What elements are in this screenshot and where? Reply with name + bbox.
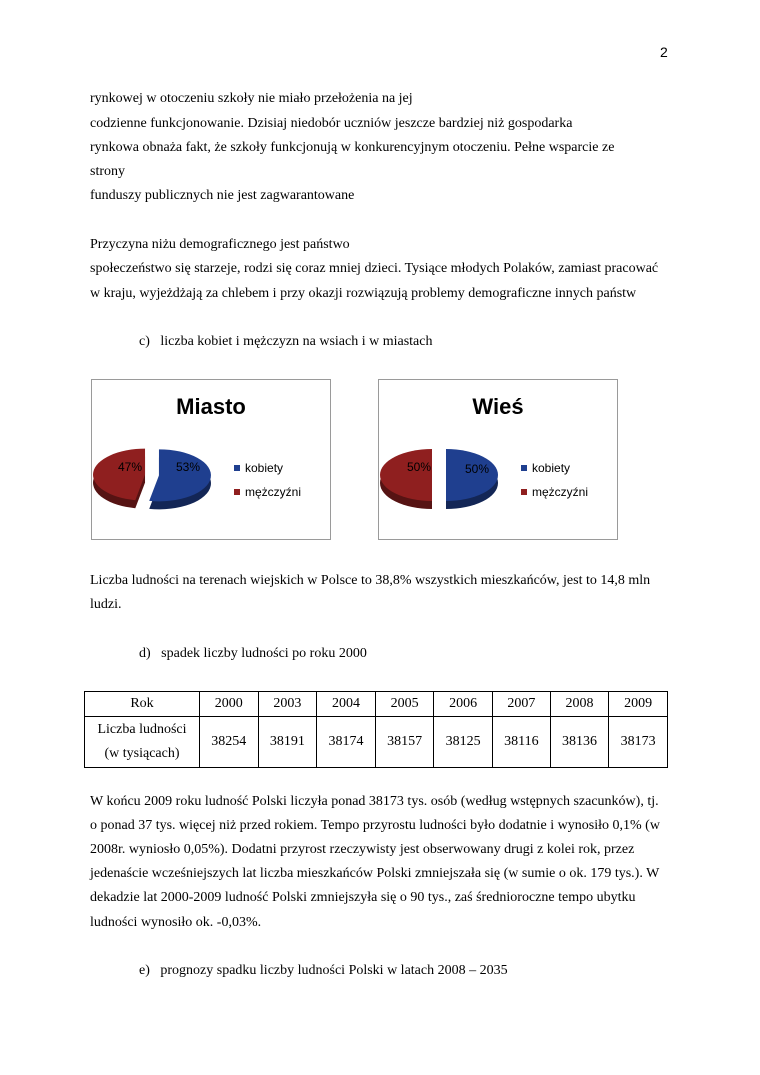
table-header-cell: 2009 [609, 692, 668, 717]
text-line: rynkowej w otoczeniu szkoły nie miało przełożenia na jej [90, 91, 413, 106]
chart-legend [234, 456, 301, 504]
table-header-cell: 2007 [492, 692, 550, 717]
table-header-cell: 2008 [550, 692, 609, 717]
text-line: jedenaście wcześniejszych lat liczba mieszkańców Polski zmniejszała się (w sumie o ok. 179 tys.). W [90, 866, 660, 881]
table-header-cell: 2004 [317, 692, 376, 717]
legend-swatch-mezczyzni [521, 489, 527, 495]
table-cell: 38174 [317, 717, 376, 768]
text-line: strony [90, 164, 125, 179]
legend-label: kobiety [245, 461, 284, 475]
slice-label-mezczyzni: 47% [118, 460, 143, 474]
table-cell: 38116 [492, 717, 550, 768]
legend-label: kobiety [532, 461, 571, 475]
chart-title: Wieś [472, 394, 524, 419]
table-cell: 38136 [550, 717, 609, 768]
legend-item [521, 480, 588, 504]
table-header-cell: 2005 [375, 692, 434, 717]
population-table [84, 691, 668, 768]
table-cell: 38191 [258, 717, 317, 768]
table-header-cell: 2000 [200, 692, 259, 717]
legend-item [234, 456, 301, 480]
legend-item [234, 480, 301, 504]
row-label-line: (w tysiącach) [104, 746, 180, 761]
table-cell: 38157 [375, 717, 434, 768]
text-line: Liczba ludności na terenach wiejskich w Polsce to 38,8% wszystkich mieszkańców, jest to 14,8 mln [90, 573, 651, 588]
slice-label-kobiety: 53% [176, 460, 201, 474]
table-header-cell: 2003 [258, 692, 317, 717]
legend-label: mężczyźni [245, 485, 302, 499]
slice-label-kobiety: 50% [465, 462, 490, 476]
legend-swatch-mezczyzni [234, 489, 240, 495]
legend-item [521, 456, 588, 480]
text-line: funduszy publicznych nie jest zagwarantowane [90, 188, 355, 203]
section-heading-d: d) spadek liczby ludności po roku 2000 [139, 646, 367, 661]
legend-swatch-kobiety [234, 465, 240, 471]
text-line: społeczeństwo się starzeje, rodzi się coraz mniej dzieci. Tysiące młodych Polaków, zamiast pracować [90, 261, 659, 276]
chart-title: Miasto [176, 394, 246, 419]
table-header-row [85, 692, 668, 717]
pie-chart-miasto [91, 379, 331, 540]
page-number: 2 [660, 44, 668, 60]
text-line: dekadzie lat 2000-2009 ludność Polski zmniejszyła się o 90 tys., zaś średnioroczne tempo ubytku [90, 890, 636, 905]
table-cell: 38125 [434, 717, 493, 768]
text-line: Przyczyna niżu demograficznego jest państwo [90, 237, 350, 252]
table-header-cell: Rok [85, 692, 200, 717]
table-cell: 38254 [200, 717, 259, 768]
pie-chart-wies [378, 379, 618, 540]
slice-label-mezczyzni: 50% [407, 460, 432, 474]
text-line: ludzi. [90, 597, 122, 612]
chart-legend [521, 456, 588, 504]
row-label-line: Liczba ludności [97, 722, 187, 737]
text-line: w kraju, wyjeżdżają za chlebem i przy okazji rozwiązują problemy demograficzne innych państw [90, 286, 637, 301]
section-heading-c: c) liczba kobiet i mężczyzn na wsiach i w miastach [139, 334, 433, 349]
legend-swatch-kobiety [521, 465, 527, 471]
text-line: rynkowa obnaża fakt, że szkoły funkcjonują w konkurencyjnym otoczeniu. Pełne wsparcie ze [90, 140, 615, 155]
table-row [85, 717, 668, 768]
legend-label: mężczyźni [532, 485, 589, 499]
table-row-label [85, 717, 200, 768]
text-line: W końcu 2009 roku ludność Polski liczyła ponad 38173 tys. osób (według wstępnych szacunków), tj. [90, 794, 659, 809]
text-line: 2008r. wyniosło 0,05%). Dodatni przyrost rzeczywisty jest obserwowany drugi z kolei rok, przez [90, 842, 635, 857]
text-line: ludności wynosiło ok. -0,03%. [90, 915, 262, 930]
table-cell: 38173 [609, 717, 668, 768]
text-line: o ponad 37 tys. więcej niż przed rokiem. Tempo przyrostu ludności było dodatnie i wynosiło 0,1% (w [90, 818, 660, 833]
text-line: codzienne funkcjonowanie. Dzisiaj niedobór uczniów jeszcze bardziej niż gospodarka [90, 116, 573, 131]
table-header-cell: 2006 [434, 692, 493, 717]
section-heading-e: e) prognozy spadku liczby ludności Polski w latach 2008 – 2035 [139, 963, 508, 978]
